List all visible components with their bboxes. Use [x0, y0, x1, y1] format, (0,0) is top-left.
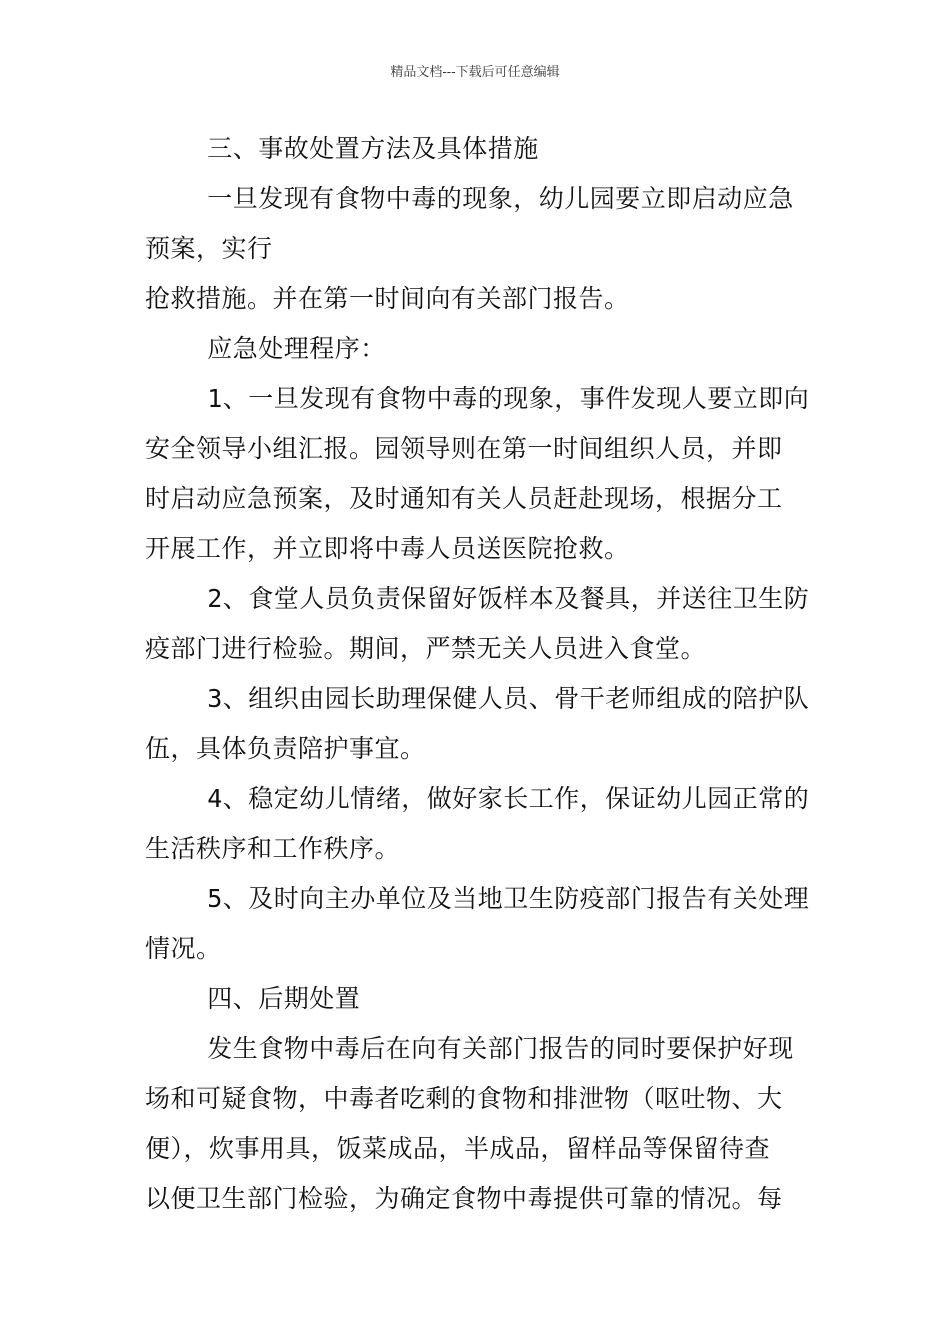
text-line: 情况。: [145, 934, 222, 963]
text-line: 时启动应急预案，及时通知有关人员赶赴现场，根据分工: [145, 484, 783, 513]
page-header: 精品文档---下载后可任意编辑: [390, 65, 560, 80]
text-line: 以便卫生部门检验，为确定食物中毒提供可靠的情况。每: [145, 1184, 783, 1213]
section-heading-4: 四、后期处置: [145, 984, 361, 1013]
text-line: 一旦发现有食物中毒的现象，幼儿园要立即启动应急: [145, 184, 794, 213]
section-heading-3: 三、事故处置方法及具体措施: [145, 134, 539, 163]
text-line: 伍，具体负责陪护事宜。: [145, 734, 426, 763]
text-line: 生活秩序和工作秩序。: [145, 834, 401, 863]
list-item-3: 3、组织由园长助理保健人员、骨干老师组成的陪护队: [145, 684, 810, 713]
text-line: 预案，实行: [145, 234, 273, 263]
list-item-1: 1、一旦发现有食物中毒的现象，事件发现人要立即向: [145, 384, 810, 413]
list-item-2: 2、食堂人员负责保留好饭样本及餐具，并送往卫生防: [145, 584, 810, 613]
subheading-procedure: 应急处理程序：: [145, 334, 386, 363]
text-line: 安全领导小组汇报。园领导则在第一时间组织人员，并即: [145, 434, 783, 463]
text-line: 便），炊事用具，饭菜成品，半成品，留样品等保留待查: [145, 1134, 771, 1163]
text-line: 发生食物中毒后在向有关部门报告的同时要保护好现: [145, 1034, 794, 1063]
list-item-5: 5、及时向主办单位及当地卫生防疫部门报告有关处理: [145, 884, 810, 913]
list-item-4: 4、稳定幼儿情绪，做好家长工作，保证幼儿园正常的: [145, 784, 810, 813]
text-line: 疫部门进行检验。期间，严禁无关人员进入食堂。: [145, 634, 707, 663]
text-line: 开展工作，并立即将中毒人员送医院抢救。: [145, 534, 630, 563]
document-body: [145, 124, 810, 1224]
text-line: 场和可疑食物，中毒者吃剩的食物和排泄物（呕吐物、大: [145, 1084, 783, 1113]
text-line: 抢救措施。并在第一时间向有关部门报告。: [145, 284, 630, 313]
